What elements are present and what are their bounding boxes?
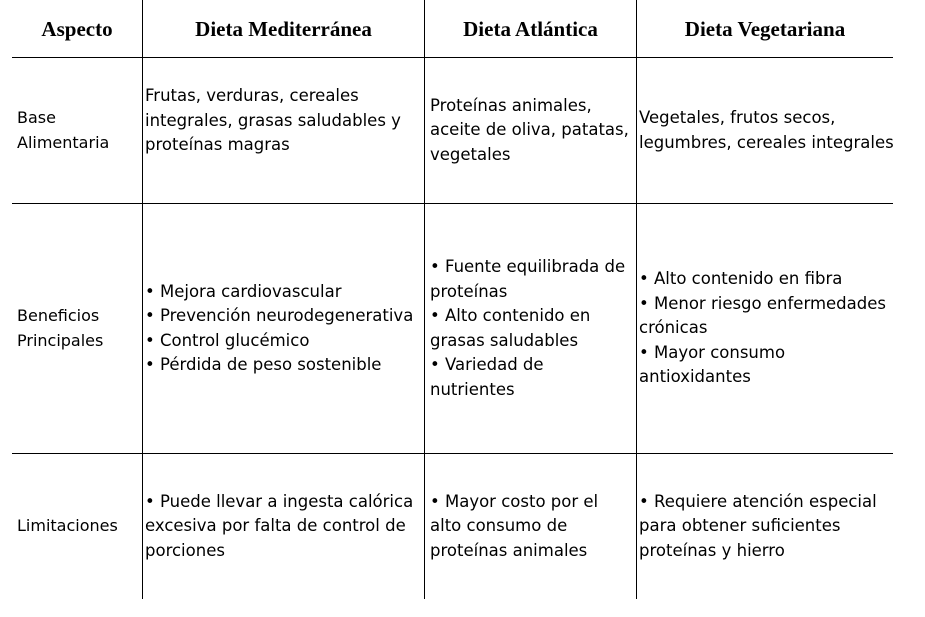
- cell-line: Proteínas animales,: [430, 95, 592, 115]
- cell-base-atlantica: [430, 58, 635, 203]
- cell-line: proteínas magras: [145, 135, 290, 154]
- cell-line: aceite de oliva, patatas,: [430, 120, 629, 140]
- header-dieta-atlantica: Dieta Atlántica: [463, 16, 598, 41]
- bullet-item: excesiva por falta de control de: [145, 516, 406, 536]
- bullet-item: • Mejora cardiovascular: [145, 281, 342, 301]
- row-label-base-alimentaria: [17, 58, 142, 203]
- cell-limitaciones-mediterranea: [145, 454, 423, 599]
- bullet-item: grasas saludables: [430, 330, 579, 350]
- bullet-item: • Prevención neurodegenerativa: [145, 306, 414, 325]
- bullet-item: para obtener suficientes: [639, 516, 841, 536]
- bullet-item: • Fuente equilibrada de: [430, 257, 626, 276]
- bullet-item: • Mayor consumo: [639, 342, 786, 362]
- column-divider: [636, 0, 637, 599]
- row-label-line: Base: [17, 108, 56, 127]
- bullet-item: • Puede llevar a ingesta calórica: [145, 491, 414, 511]
- bullet-item: • Menor riesgo enfermedades: [639, 293, 886, 313]
- cell-line: integrales, grasas saludables y: [145, 110, 401, 130]
- header-dieta-mediterranea: Dieta Mediterránea: [195, 16, 372, 41]
- bullet-item: proteínas: [430, 281, 508, 301]
- row-label-line: Limitaciones: [17, 516, 118, 536]
- cell-beneficios-vegetariana: [639, 204, 893, 453]
- cell-line: Vegetales, frutos secos,: [639, 108, 836, 127]
- bullet-item: antioxidantes: [639, 367, 751, 387]
- cell-base-vegetariana: [639, 58, 893, 203]
- bullet-item: • Mayor costo por el: [430, 491, 599, 511]
- cell-limitaciones-vegetariana: [639, 454, 893, 599]
- bullet-item: • Control glucémico: [145, 330, 310, 350]
- cell-line: legumbres, cereales integrales: [639, 132, 894, 152]
- column-divider: [142, 0, 143, 599]
- bullet-item: • Alto contenido en: [430, 306, 591, 325]
- cell-line: Frutas, verduras, cereales: [145, 86, 359, 105]
- bullet-item: porciones: [145, 540, 225, 560]
- row-label-line: Principales: [17, 330, 104, 350]
- bullet-item: • Pérdida de peso sostenible: [145, 355, 382, 374]
- cell-limitaciones-atlantica: [430, 454, 635, 599]
- bullet-item: • Alto contenido en fibra: [639, 269, 843, 289]
- row-label-line: Alimentaria: [17, 132, 110, 152]
- bullet-item: alto consumo de: [430, 516, 568, 536]
- bullet-item: proteínas animales: [430, 540, 588, 560]
- header-dieta-vegetariana: Dieta Vegetariana: [684, 16, 846, 41]
- cell-line: vegetales: [430, 144, 511, 164]
- cell-beneficios-mediterranea: [145, 204, 423, 453]
- bullet-item: proteínas y hierro: [639, 540, 785, 560]
- bullet-item: • Variedad de: [430, 355, 544, 374]
- row-label-line: Beneficios: [17, 306, 100, 325]
- row-label-beneficios-principales: [17, 204, 142, 453]
- column-divider: [424, 0, 425, 599]
- row-label-limitaciones: [17, 454, 142, 599]
- header-aspecto: Aspecto: [41, 16, 113, 41]
- bullet-item: • Requiere atención especial: [639, 491, 877, 511]
- bullet-item: crónicas: [639, 318, 708, 338]
- cell-base-mediterranea: [145, 58, 423, 203]
- cell-beneficios-atlantica: [430, 204, 635, 453]
- bullet-item: nutrientes: [430, 379, 515, 399]
